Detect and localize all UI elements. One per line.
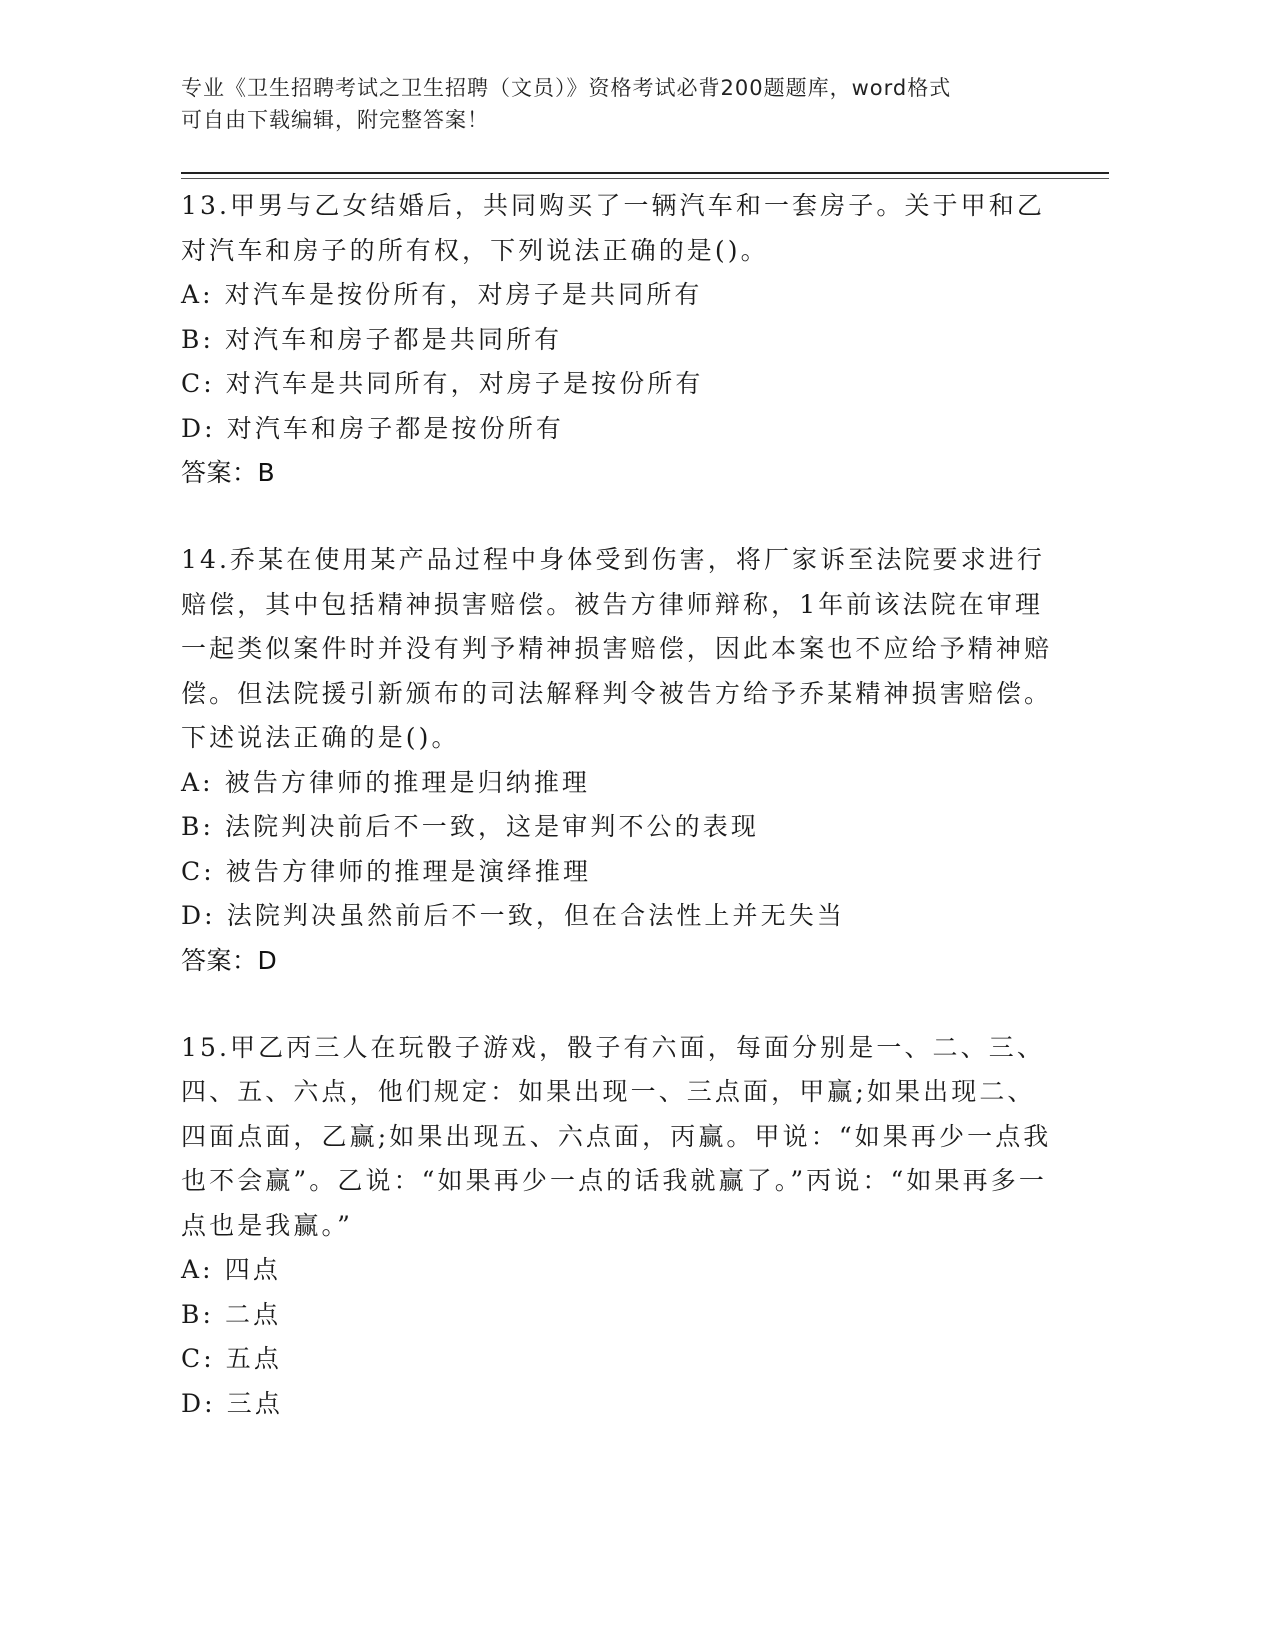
option-a: A: 被告方律师的推理是归纳推理	[181, 767, 591, 797]
option-b: B: 二点	[181, 1299, 282, 1329]
option-b: B: 对汽车和房子都是共同所有	[181, 324, 563, 354]
question-stem: 13.甲男与乙女结婚后，共同购买了一辆汽车和一套房子。关于甲和乙对汽车和房子的所有权，下列说法正确的是()。	[181, 191, 1045, 265]
header-divider-thin	[181, 178, 1109, 179]
question-list	[181, 184, 1061, 1426]
option-a: A: 对汽车是按份所有，对房子是共同所有	[181, 280, 703, 309]
question-spacer	[181, 983, 1061, 1026]
option-d: D: 法院判决虽然前后不一致，但在合法性上并无失当	[181, 901, 845, 930]
question-stem: 15.甲乙丙三人在玩骰子游戏，骰子有六面，每面分别是一、二、三、四、五、六点，他们规定：如果出现一、三点面，甲赢;如果出现二、四面点面，乙赢;如果出现五、六点面，丙赢。甲说：“如果再少一点我也不会赢”。乙说：“如果再少一点的话我就赢了。”丙说：“如果再多一点也是我赢。”	[181, 1032, 1052, 1240]
option-d: D: 对汽车和房子都是按份所有	[181, 413, 564, 443]
header-line-2: 可自由下载编辑，附完整答案！	[181, 108, 489, 132]
option-a: A: 四点	[181, 1255, 281, 1284]
answer: 答案：D	[181, 945, 278, 975]
answer: 答案：B	[181, 458, 276, 487]
option-d: D: 三点	[181, 1388, 283, 1418]
question-spacer	[181, 495, 1061, 538]
option-b: B: 法院判决前后不一致，这是审判不公的表现	[181, 812, 759, 841]
question-stem: 14.乔某在使用某产品过程中身体受到伤害，将厂家诉至法院要求进行赔偿，其中包括精神损害赔偿。被告方律师辩称，1年前该法院在审理一起类似案件时并没有判予精神损害赔偿，因此本案也不应给予精神赔偿。但法院援引新颁布的司法解释判令被告方给予乔某精神损害赔偿。下述说法正确的是()。	[181, 545, 1053, 752]
option-c: C: 对汽车是共同所有，对房子是按份所有	[181, 369, 704, 398]
question-13	[181, 184, 1061, 495]
header-line-1: 专业《卫生招聘考试之卫生招聘（文员）》资格考试必背200题题库，word格式	[181, 76, 952, 100]
option-c: C: 五点	[181, 1344, 282, 1373]
document-header	[181, 72, 1061, 136]
header-divider-thick	[181, 172, 1109, 174]
question-15	[181, 1026, 1061, 1427]
option-c: C: 被告方律师的推理是演绎推理	[181, 856, 592, 886]
question-14	[181, 538, 1061, 983]
